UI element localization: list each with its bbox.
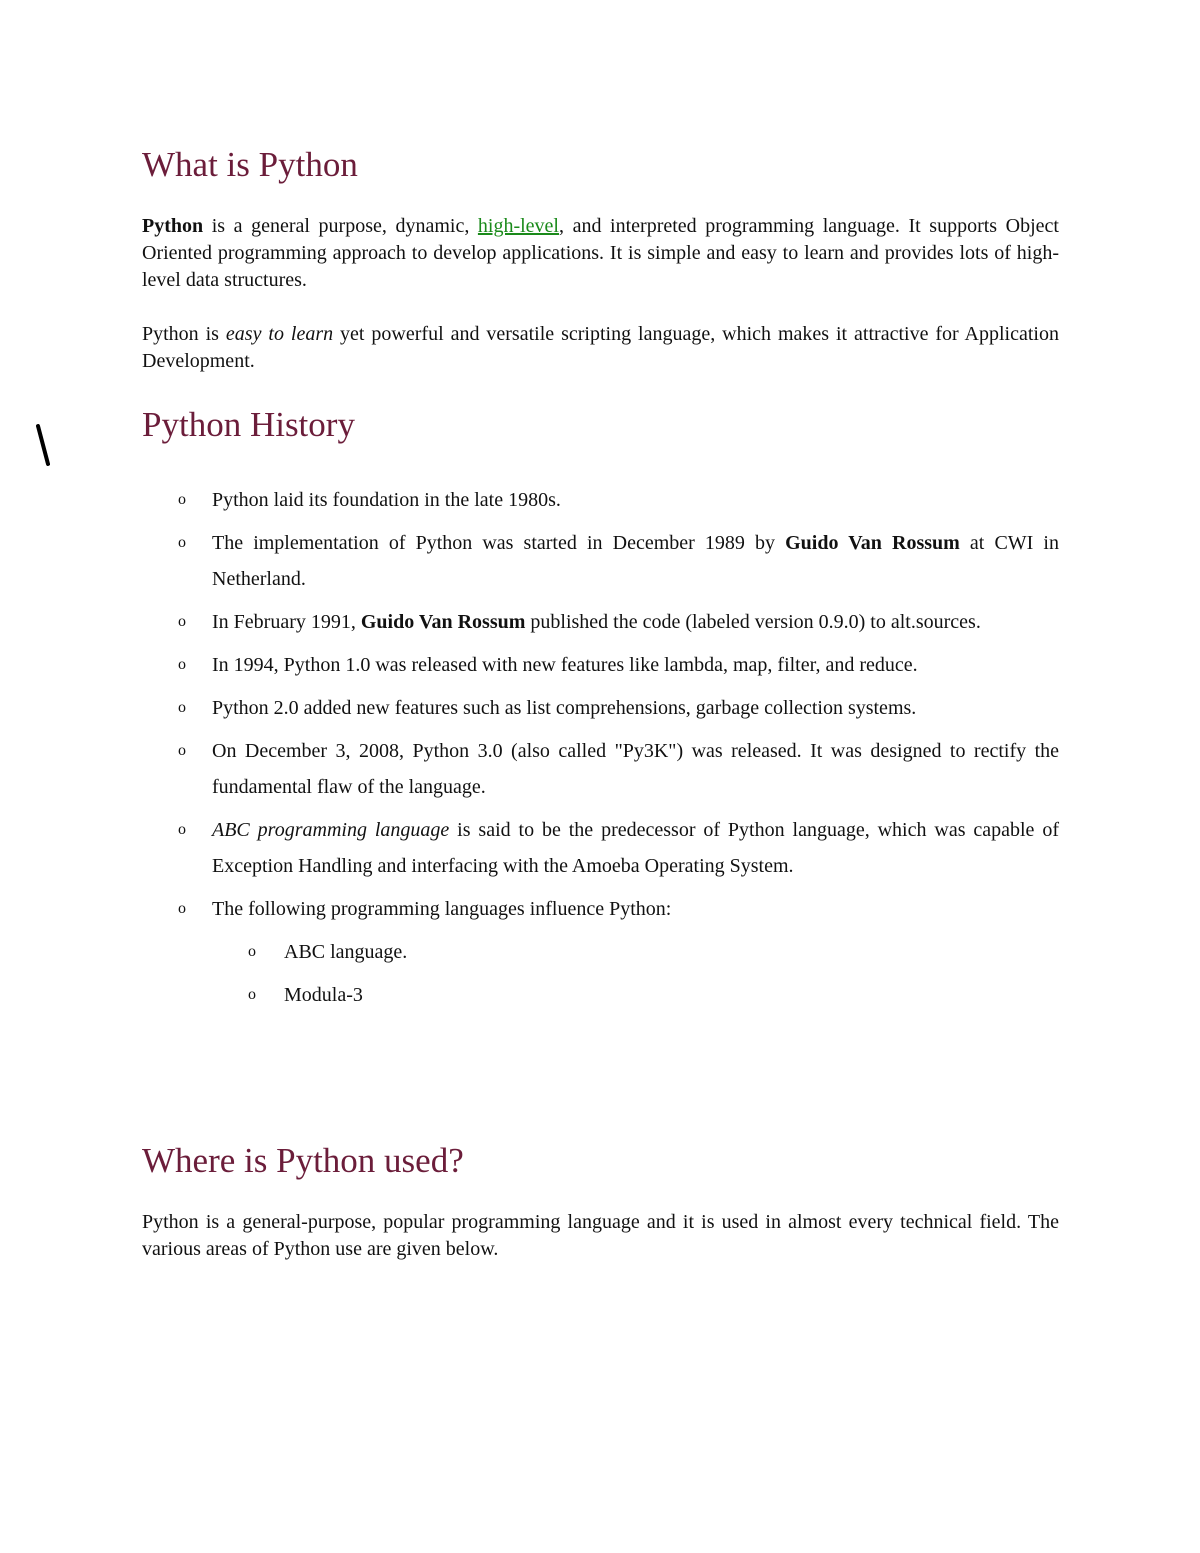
list-item: o On December 3, 2008, Python 3.0 (also called "Py3K") was released. It was designed to rectify the fundamental flaw of the language. [178,740,1059,798]
python-bold: Python [142,215,204,237]
paragraph-python-intro: Python is a general purpose, dynamic, high-level, and interpreted programming language. It supports Object Oriented programming approach to develop applications. It is simple and easy to learn and provides lots of high-level data structures. [142,215,1059,291]
list-item: o ABC programming language is said to be the predecessor of Python language, which was capable of Exception Handling and interfacing with the Amoeba Operating System. [178,819,1059,877]
sub-list-container [142,934,1059,1013]
high-level-link[interactable]: high-level [477,215,559,237]
paragraph-python-usage: Python is a general-purpose, popular programming language and it is used in almost every technical field. The various areas of Python use are given below. [142,1211,1059,1260]
backslash-mark-icon [36,424,50,466]
list-item: o ABC language. [248,941,408,963]
heading-where-is-python-used: Where is Python used? [142,1141,464,1180]
paragraph-easy-to-learn: Python is easy to learn yet powerful and versatile scripting language, which makes it attractive for Application Development. [142,323,1059,372]
list-item: o In February 1991, Guido Van Rossum published the code (labeled version 0.9.0) to alt.sources. [178,611,981,633]
list-item: o Modula-3 [248,984,363,1006]
list-item: o The implementation of Python was started in December 1989 by Guido Van Rossum at CWI in Netherland. [178,532,1059,590]
heading-python-history: Python History [142,405,355,444]
heading-what-is-python: What is Python [142,145,358,184]
list-item: o In 1994, Python 1.0 was released with new features like lambda, map, filter, and reduce. [178,654,918,676]
list-item: o Python laid its foundation in the late 1980s. [178,489,561,511]
influence-sublist [142,934,1059,1013]
history-list [142,482,1059,1020]
list-item: o The following programming languages influence Python: [178,898,672,920]
list-item: o Python 2.0 added new features such as list comprehensions, garbage collection systems. [178,697,917,719]
